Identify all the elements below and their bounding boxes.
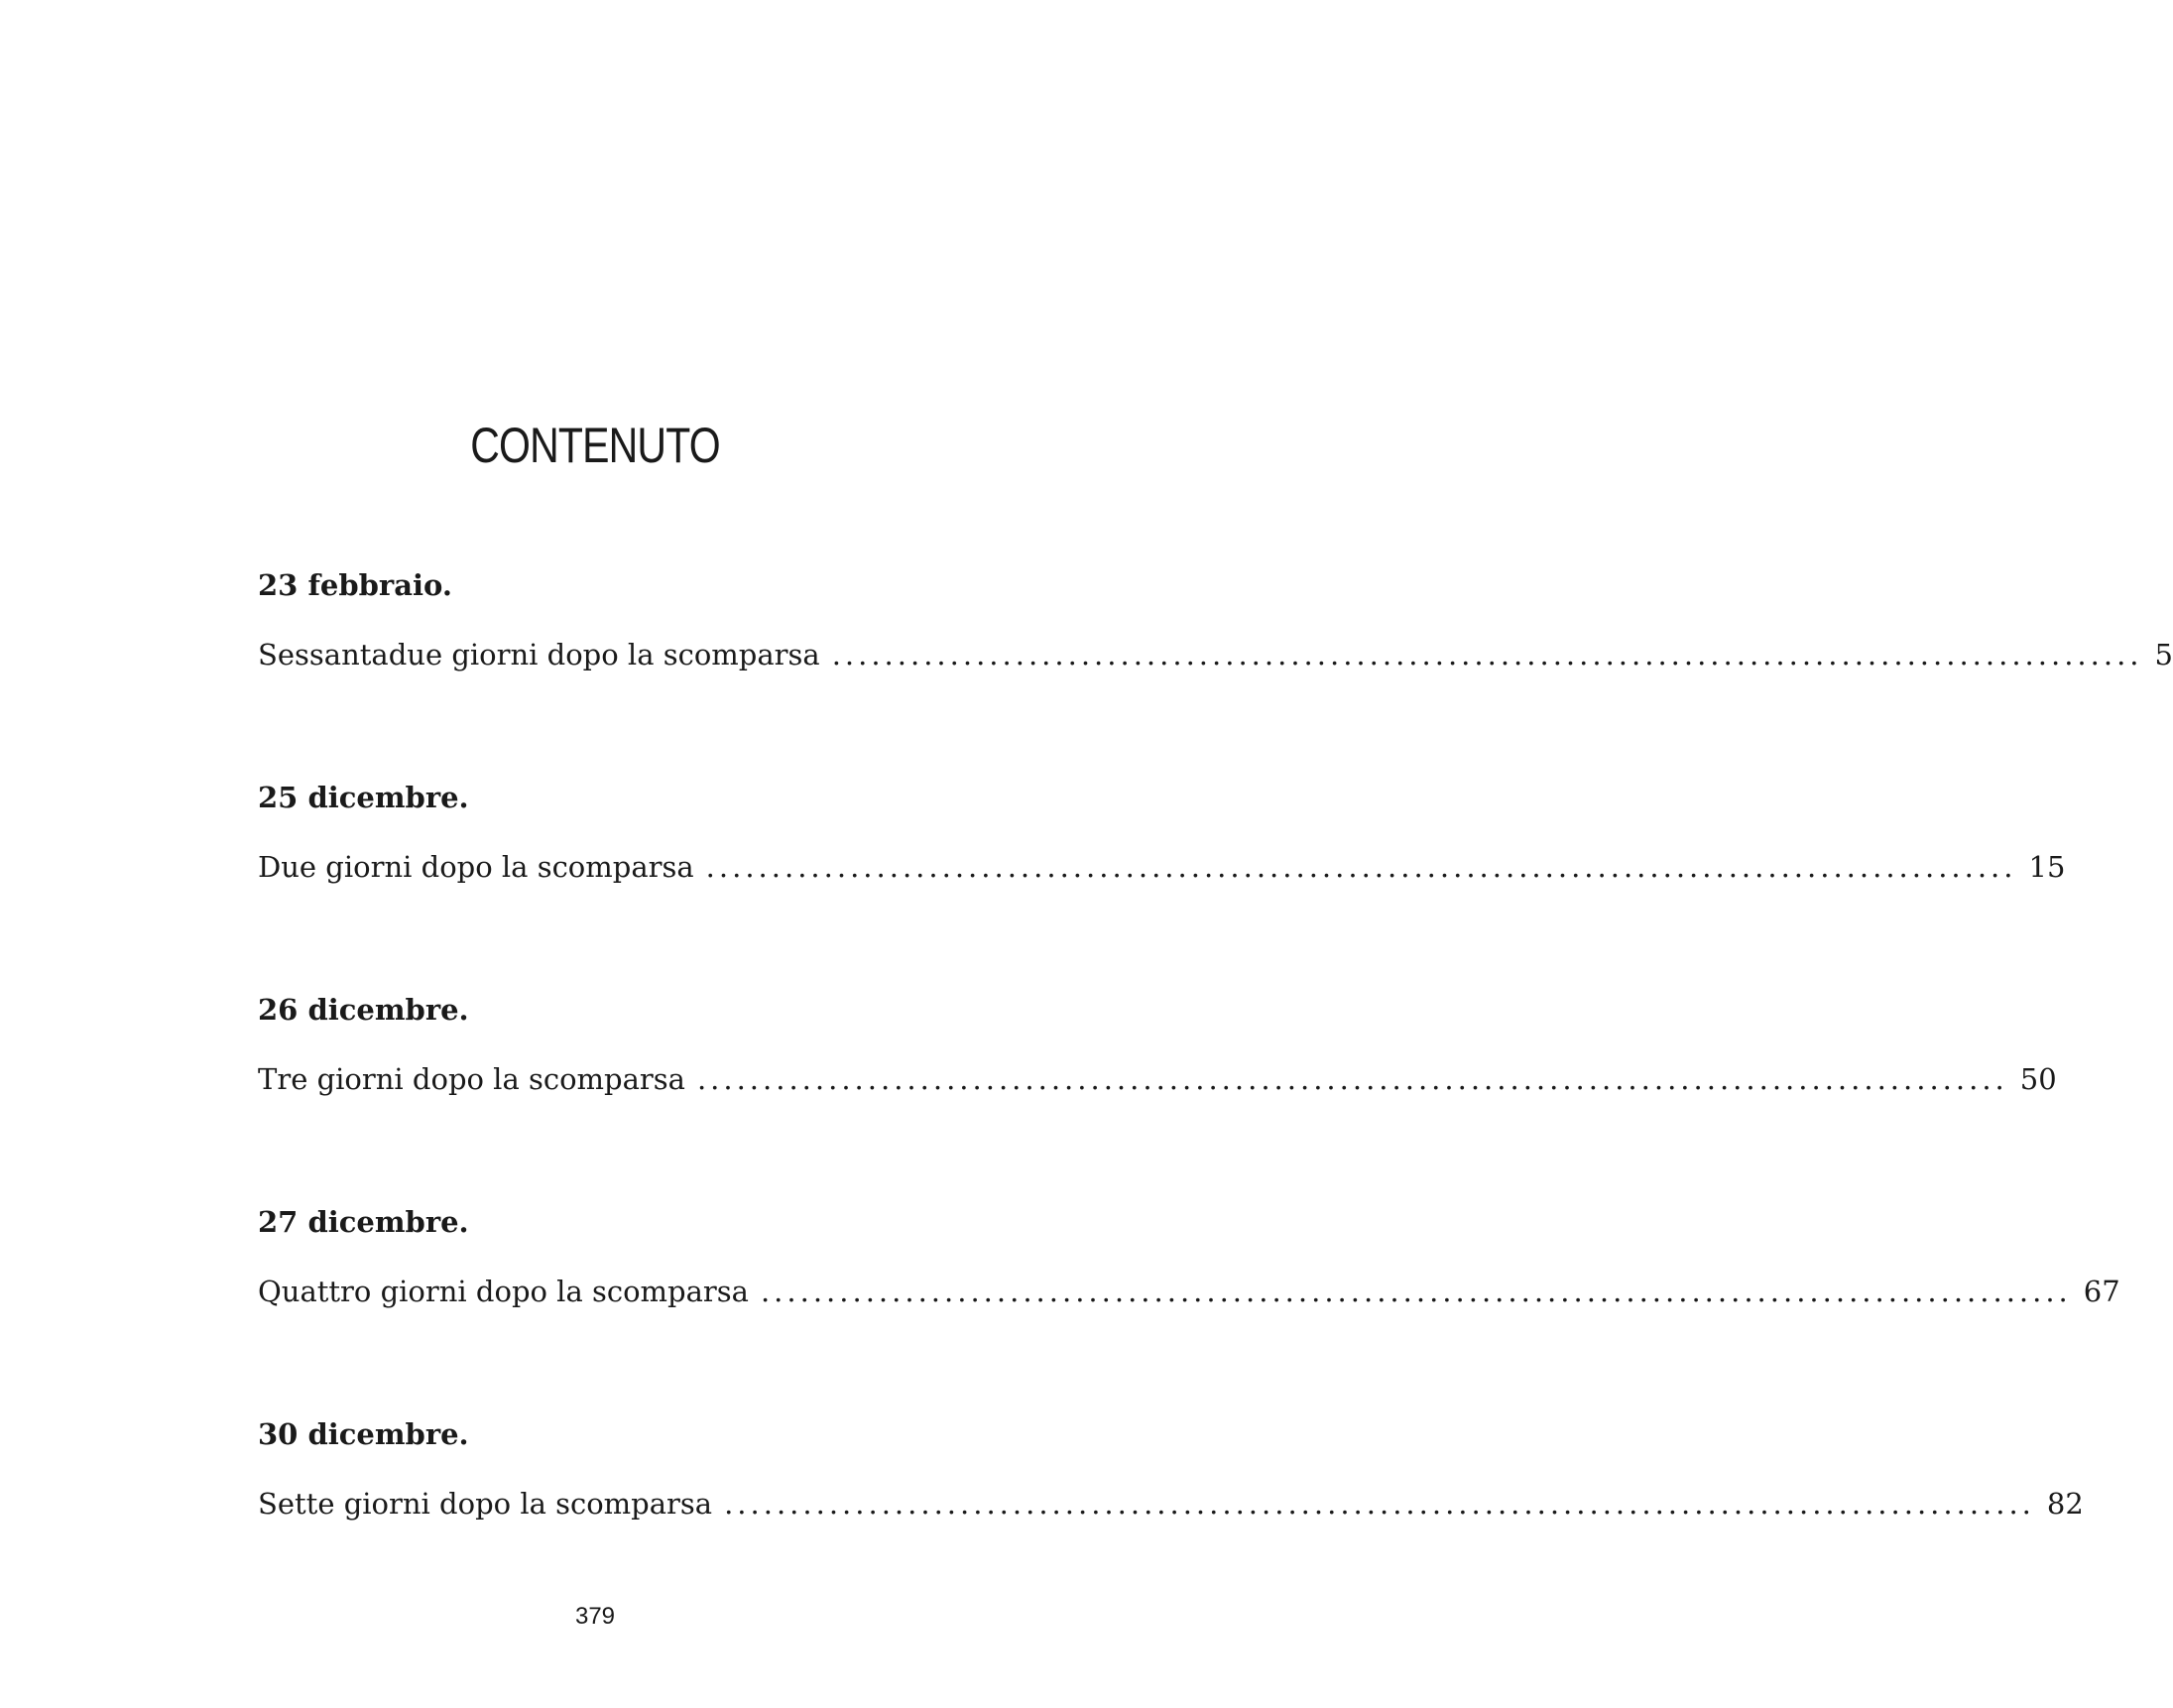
toc-entry-date: 27 dicembre. xyxy=(258,1205,469,1239)
toc-entry-title: Due giorni dopo la scomparsa xyxy=(258,850,694,884)
page-number: 379 xyxy=(574,1603,616,1630)
toc-entry-page: 82 xyxy=(2046,1487,2084,1521)
toc-entry-line[interactable] xyxy=(258,1272,2120,1311)
toc-entry xyxy=(258,990,2057,1202)
toc-entry-line[interactable] xyxy=(258,847,2066,887)
toc-entry-page: 15 xyxy=(2028,850,2066,884)
toc-entry-line[interactable] xyxy=(258,635,2173,674)
page-title: CONTENUTO xyxy=(470,418,720,473)
toc-entry-title: Sessantadue giorni dopo la scomparsa xyxy=(258,638,820,671)
dot-leader: .................................................................................................... xyxy=(696,1062,2008,1096)
toc-entry-title: Sette giorni dopo la scomparsa xyxy=(258,1487,713,1521)
toc-entry-date: 30 dicembre. xyxy=(258,1417,469,1451)
toc-entry-line[interactable] xyxy=(258,1059,2057,1099)
toc-entry-page: 5 xyxy=(2154,638,2173,671)
toc-entry-date: 26 dicembre. xyxy=(258,993,469,1027)
dot-leader: .................................................................................................... xyxy=(831,638,2143,671)
dot-leader: .................................................................................................... xyxy=(705,850,2017,884)
toc-entry xyxy=(258,565,2173,778)
toc-entry-title: Tre giorni dopo la scomparsa xyxy=(258,1062,685,1096)
toc-entry xyxy=(258,1202,2120,1414)
toc-entry xyxy=(258,1414,2084,1627)
toc-entry xyxy=(258,778,2066,990)
toc-entry-page: 50 xyxy=(2019,1062,2057,1096)
toc-entry-date: 25 dicembre. xyxy=(258,781,469,814)
toc-entry-date: 23 febbraio. xyxy=(258,568,452,602)
toc-entry-page: 67 xyxy=(2083,1275,2120,1308)
toc-entry-title: Quattro giorni dopo la scomparsa xyxy=(258,1275,749,1308)
table-of-contents xyxy=(258,565,2173,1627)
dot-leader: .................................................................................................... xyxy=(724,1487,2035,1521)
dot-leader: .................................................................................................... xyxy=(760,1275,2072,1308)
toc-entry-line[interactable] xyxy=(258,1484,2084,1524)
